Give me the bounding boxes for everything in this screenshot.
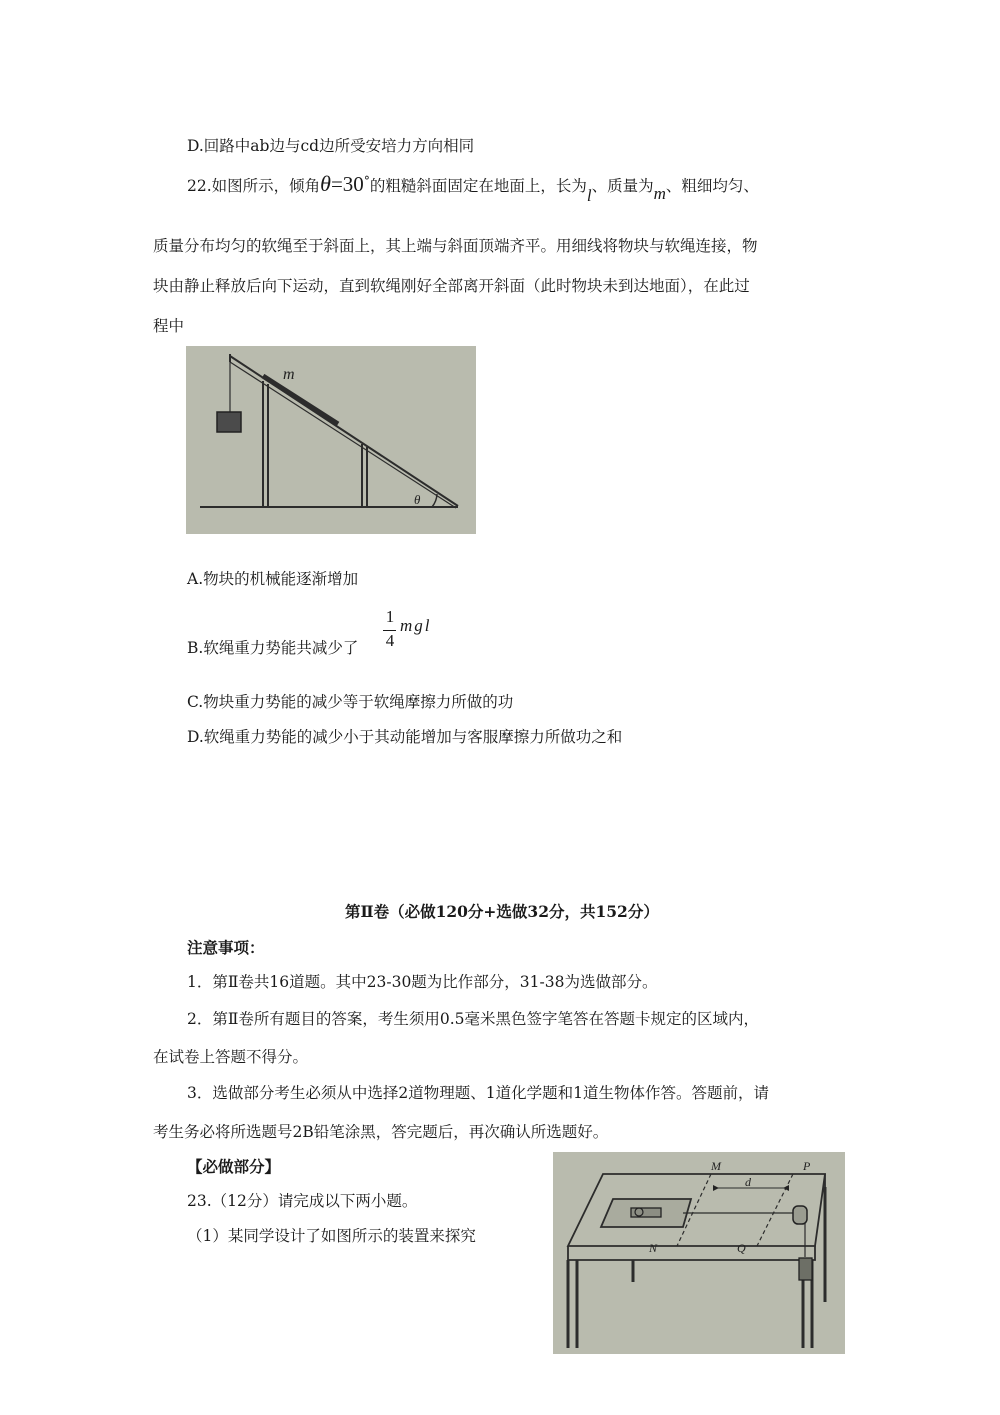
notice-item-3a: 3．选做部分考生必须从中选择2道物理题、1道化学题和1道生物体作答。答题前，请: [187, 1084, 769, 1102]
table-top: [568, 1174, 825, 1246]
notice-item-1: 1．第Ⅱ卷共16道题。其中23-30题为比作部分，31-38为选做部分。: [187, 973, 658, 991]
figure-label-M: M: [711, 1159, 721, 1173]
hanging-weight: [799, 1258, 812, 1280]
fraction-numerator: 1: [385, 607, 395, 626]
notice-heading: 注意事项：: [187, 938, 265, 957]
q22-intro-b: 的粗糙斜面固定在地面上，长为: [369, 177, 587, 195]
q22-stem-line2: 质量分布均匀的软绳至于斜面上，其上端与斜面顶端齐平。用细线将物块与软绳连接，物: [153, 237, 758, 255]
arrow-head-right: [783, 1185, 789, 1191]
line-PQ: [757, 1174, 793, 1246]
q22-option-a: A.物块的机械能逐渐增加: [187, 570, 359, 588]
q22-intro-c: 、质量为: [591, 177, 654, 195]
mass-symbol: m: [653, 184, 666, 203]
q22-option-d: D.软绳重力势能的减少小于其动能增加与客服摩擦力所做功之和: [187, 728, 623, 746]
figure-label-d: d: [745, 1175, 751, 1189]
hanging-block: [217, 412, 241, 432]
notice-item-2b: 在试卷上答题不得分。: [153, 1048, 309, 1066]
option-b-expression: mgl: [400, 616, 432, 635]
notice-item-3b: 考生务必将所选题号2B铅笔涂黑，答完题后，再次确认所选题好。: [153, 1123, 609, 1141]
q23-part1: （1）某同学设计了如图所示的装置来探究: [187, 1227, 476, 1245]
q21-option-d: D.回路中ab边与cd边所受安培力方向相同: [187, 137, 475, 155]
q22-intro-a: 22.如图所示，倾角: [187, 177, 321, 195]
q22-option-c: C.物块重力势能的减少等于软绳摩擦力所做的功: [187, 693, 514, 711]
figure-label-N: N: [649, 1241, 658, 1255]
q22-stem-line4: 程中: [153, 317, 185, 335]
incline-diagram: [186, 346, 476, 534]
fraction-denominator: 4: [385, 631, 395, 650]
figure-label-P: P: [803, 1159, 811, 1173]
arrow-head-left: [713, 1185, 719, 1191]
notice-item-2a: 2．第Ⅱ卷所有题目的答案，考生须用0.5毫米黑色签字笔答在答题卡规定的区域内，: [187, 1010, 760, 1028]
length-symbol: l: [586, 186, 592, 205]
theta-symbol: θ: [320, 171, 331, 196]
degree-symbol: °: [363, 173, 370, 188]
q22-option-b: B.软绳重力势能共减少了: [187, 639, 359, 657]
section2-title: 第Ⅱ卷（必做120分+选做32分，共152分）: [345, 902, 659, 921]
table-apparatus-figure: [553, 1152, 845, 1354]
figure-label-Q: Q: [737, 1241, 746, 1255]
q22-stem-line1: [187, 171, 759, 205]
q22-stem-line3: 块由静止释放后向下运动，直到软绳刚好全部离开斜面（此时物块未到达地面），在此过: [153, 277, 750, 295]
required-section-heading: 【必做部分】: [187, 1157, 281, 1176]
angle-arc: [432, 494, 437, 507]
table-edge: [568, 1246, 815, 1260]
incline-figure: [186, 346, 476, 534]
q22-intro-d: 、粗细均匀、: [665, 177, 759, 195]
figure-label-m: m: [283, 366, 295, 383]
table-apparatus-diagram: [553, 1152, 845, 1354]
pulley: [793, 1206, 807, 1224]
angle-value: =30: [330, 172, 364, 196]
soft-rope: [263, 376, 338, 424]
figure-label-theta: θ: [414, 492, 421, 507]
q23-title: 23.（12分）请完成以下两小题。: [187, 1192, 418, 1210]
